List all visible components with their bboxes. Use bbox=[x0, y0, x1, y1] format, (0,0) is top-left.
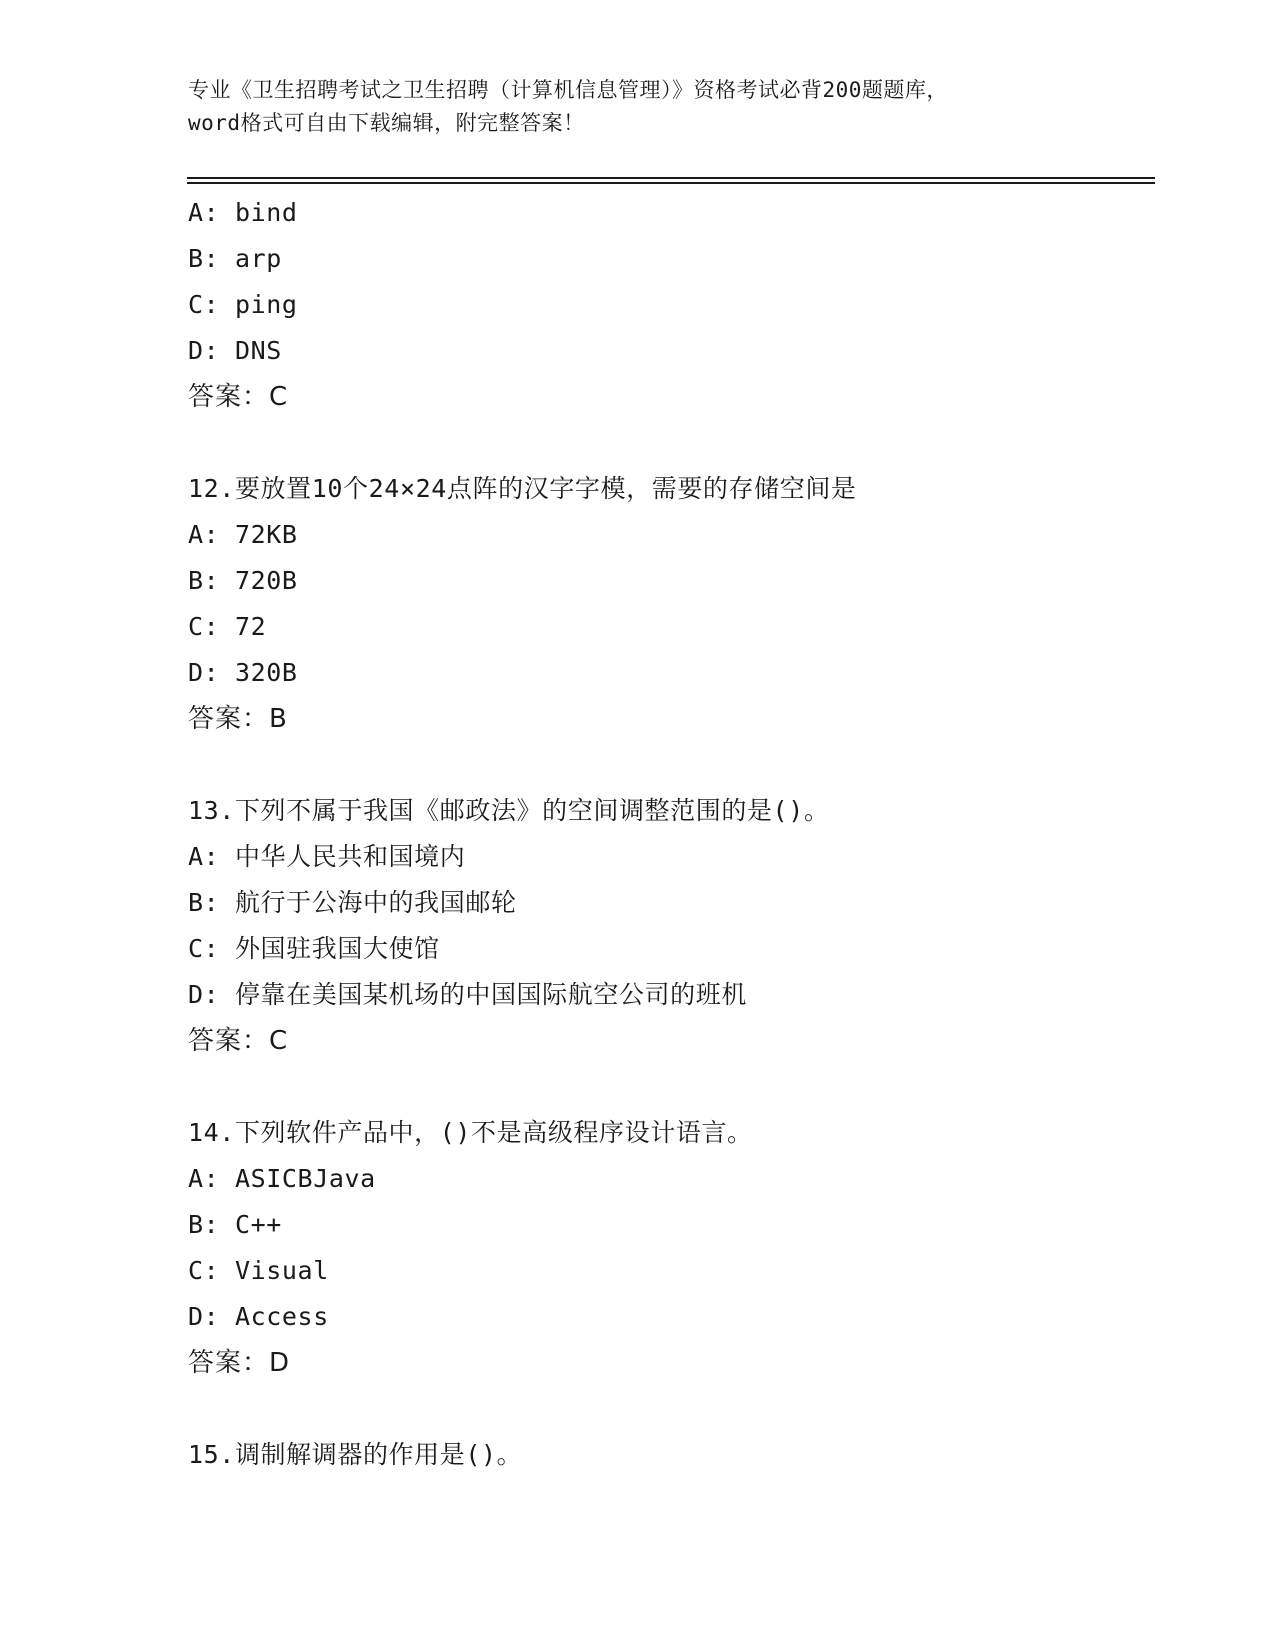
option-a: A: ASICBJava bbox=[188, 1164, 376, 1193]
document-header bbox=[188, 74, 1088, 140]
option-a: A: 中华人民共和国境内 bbox=[188, 842, 466, 871]
option-d: D: 停靠在美国某机场的中国国际航空公司的班机 bbox=[188, 980, 747, 1009]
option-b: B: 航行于公海中的我国邮轮 bbox=[188, 888, 517, 917]
option-d: D: 320B bbox=[188, 658, 298, 687]
answer-line: 答案：C bbox=[188, 1026, 289, 1056]
option-c: C: Visual bbox=[188, 1256, 329, 1285]
question-13: 13.下列不属于我国《邮政法》的空间调整范围的是()。 bbox=[188, 796, 830, 825]
header-line-2: word格式可自由下载编辑，附完整答案！ bbox=[188, 111, 585, 135]
option-c: C: 外国驻我国大使馆 bbox=[188, 934, 440, 963]
option-c: C: 72 bbox=[188, 612, 267, 641]
option-a: A: bind bbox=[188, 198, 298, 227]
option-c: C: ping bbox=[188, 290, 298, 319]
question-list bbox=[188, 190, 1148, 1478]
question-14: 14.下列软件产品中，()不是高级程序设计语言。 bbox=[188, 1118, 753, 1147]
answer-line: 答案：C bbox=[188, 382, 289, 412]
option-b: B: C++ bbox=[188, 1210, 282, 1239]
option-d: D: DNS bbox=[188, 336, 282, 365]
answer-line: 答案：B bbox=[188, 704, 288, 734]
question-15: 15.调制解调器的作用是()。 bbox=[188, 1440, 523, 1469]
option-b: B: 720B bbox=[188, 566, 298, 595]
answer-line: 答案：D bbox=[188, 1348, 291, 1378]
option-a: A: 72KB bbox=[188, 520, 298, 549]
header-divider-top bbox=[187, 177, 1155, 179]
option-d: D: Access bbox=[188, 1302, 329, 1331]
header-line-1: 专业《卫生招聘考试之卫生招聘（计算机信息管理）》资格考试必背200题题库， bbox=[188, 78, 948, 102]
header-divider-bottom bbox=[187, 182, 1155, 184]
question-12: 12.要放置10个24×24点阵的汉字字模，需要的存储空间是 bbox=[188, 474, 857, 503]
option-b: B: arp bbox=[188, 244, 282, 273]
